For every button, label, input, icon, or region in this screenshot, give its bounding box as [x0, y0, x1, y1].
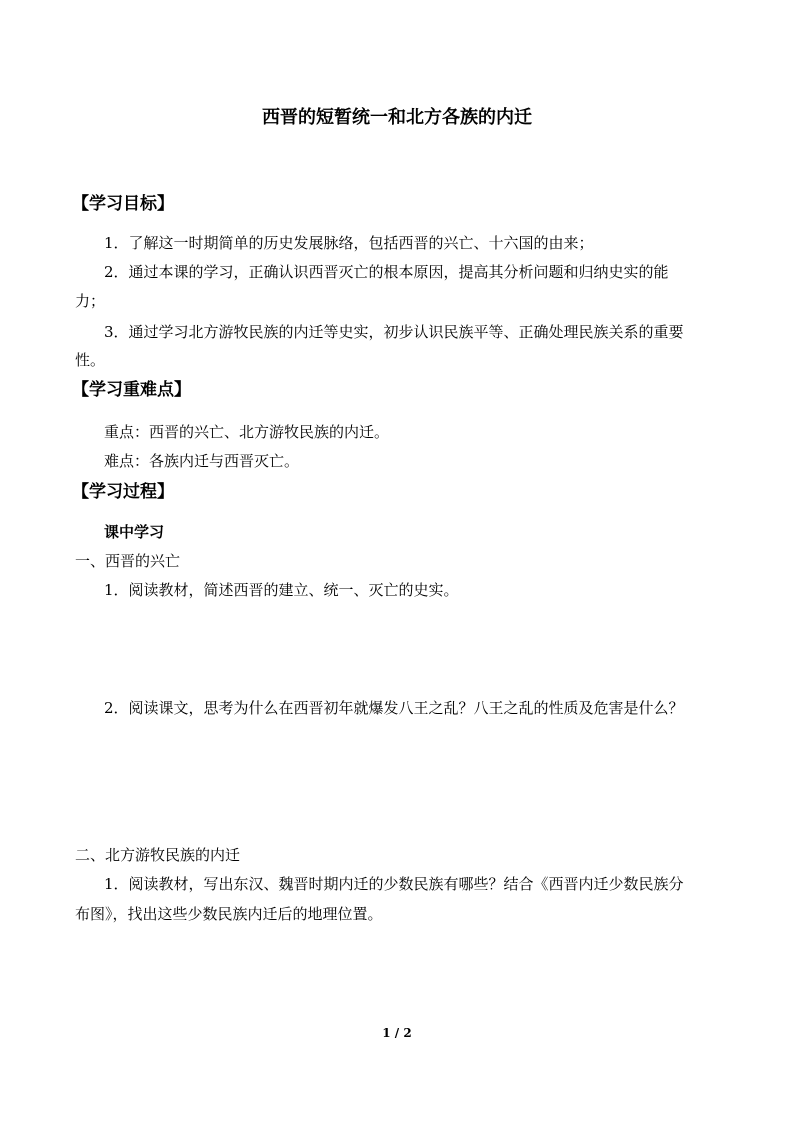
part1-heading: 一、西晋的兴亡 [75, 552, 181, 570]
document-title: 西晋的短暂统一和北方各族的内迁 [262, 107, 532, 128]
objective-item-3-line-2: 性。 [75, 351, 106, 369]
objective-item-1: 1．了解这一时期简单的历史发展脉络，包括西晋的兴亡、十六国的由来； [104, 234, 594, 252]
key-point-focus: 重点：西晋的兴亡、北方游牧民族的内迁。 [104, 423, 390, 441]
part1-question-1: 1．阅读教材，简述西晋的建立、统一、灭亡的史实。 [104, 581, 459, 599]
part1-question-2: 2．阅读课文，思考为什么在西晋初年就爆发八王之乱？八王之乱的性质及危害是什么？ [104, 699, 684, 717]
page-number: 1 / 2 [382, 1026, 412, 1040]
process-heading: 【学习过程】 [72, 482, 174, 502]
objective-item-2-line-2: 力； [75, 292, 106, 310]
key-points-heading: 【学习重难点】 [72, 380, 191, 400]
key-point-difficulty: 难点：各族内迁与西晋灭亡。 [104, 452, 300, 470]
objective-item-2-line-1: 2．通过本课的学习，正确认识西晋灭亡的根本原因，提高其分析问题和归纳史实的能 [104, 263, 669, 281]
objective-item-3-line-1: 3．通过学习北方游牧民族的内迁等史实，初步认识民族平等、正确处理民族关系的重要 [104, 323, 684, 341]
part2-heading: 二、北方游牧民族的内迁 [75, 846, 241, 864]
process-subheading: 课中学习 [104, 523, 165, 541]
objectives-heading: 【学习目标】 [72, 194, 174, 214]
part2-question-1-line-2: 布图》，找出这些少数民族内迁后的地理位置。 [75, 905, 383, 923]
part2-question-1-line-1: 1．阅读教材，写出东汉、魏晋时期内迁的少数民族有哪些？结合《西晋内迁少数民族分 [104, 875, 684, 893]
